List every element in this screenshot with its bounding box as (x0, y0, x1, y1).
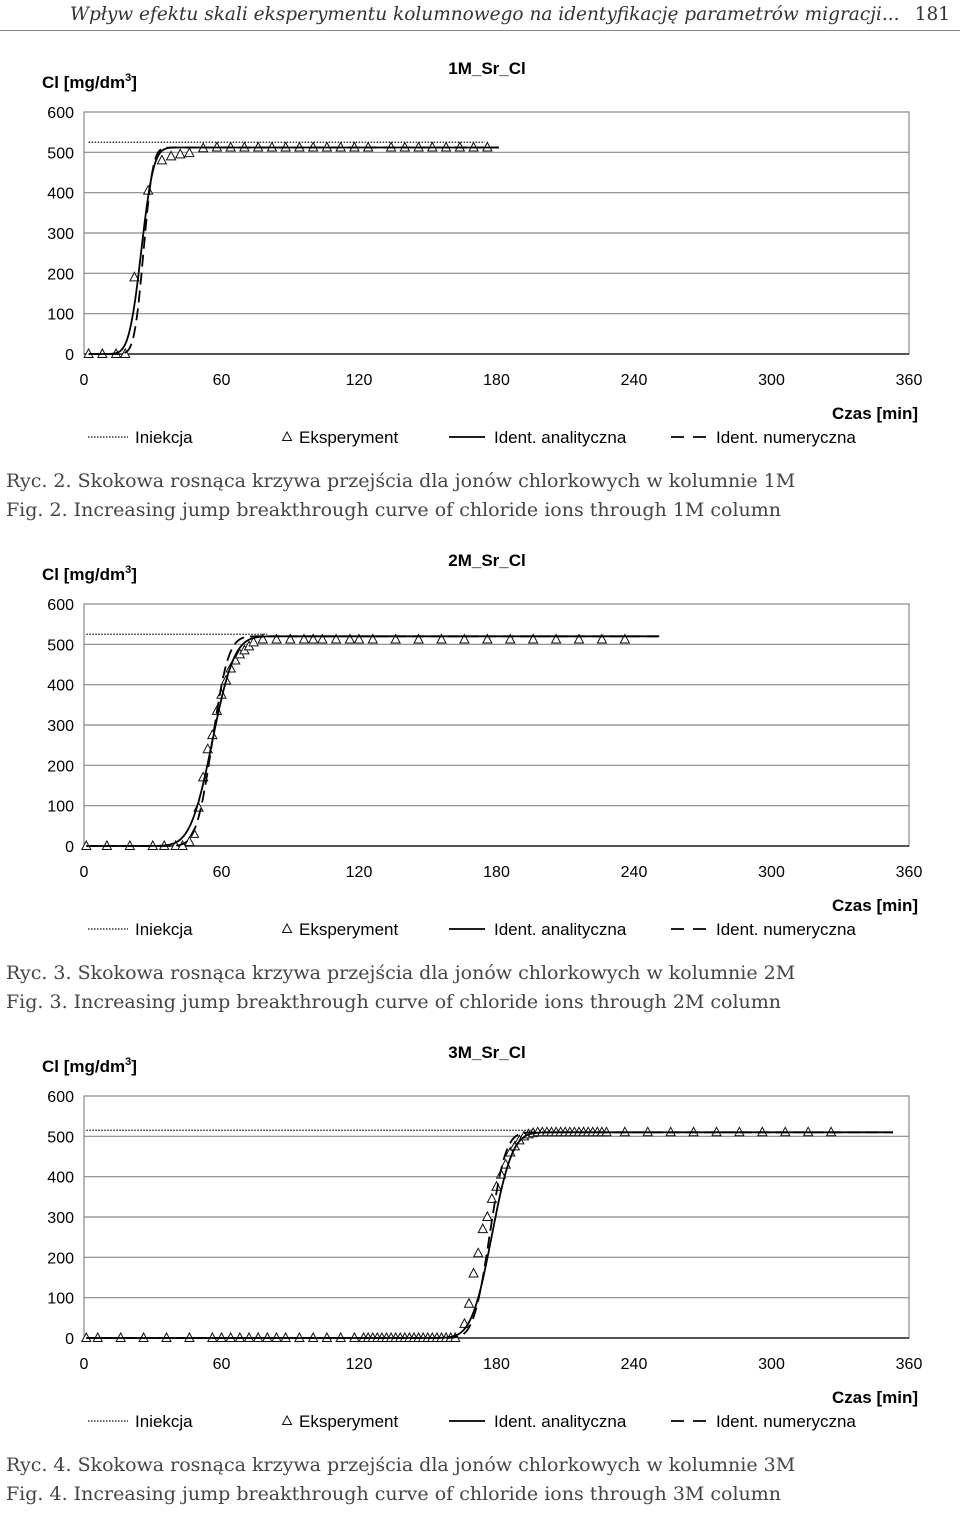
x-tick-label: 360 (895, 864, 923, 881)
chart-title: 2M_Sr_Cl (448, 551, 526, 570)
y-tick-label: 300 (47, 226, 74, 243)
data-point-eksperyment (474, 1248, 483, 1257)
legend-label: Ident. analityczna (494, 428, 627, 447)
figure-2-caption (6, 467, 795, 525)
x-tick-label: 180 (483, 372, 510, 389)
legend-item (671, 1412, 856, 1431)
x-tick-label: 0 (79, 864, 89, 881)
x-tick-label: 240 (620, 864, 648, 881)
legend-item (283, 1412, 399, 1431)
data-point-eksperyment (176, 149, 185, 158)
figure-3-caption (6, 959, 795, 1017)
legend-label: Eksperyment (299, 920, 399, 939)
x-tick-label: 240 (620, 372, 648, 389)
y-tick-label: 400 (47, 1169, 74, 1187)
chart-1m-sr-cl (0, 48, 960, 468)
figure-3-caption-pl: Ryc. 3. Skokowa rosnąca krzywa przejścia dla jonów chlorkowych w kolumnie 2M (6, 962, 796, 984)
y-tick-label: 200 (47, 758, 74, 776)
legend-swatch-eksperyment (283, 1416, 292, 1425)
x-tick-label: 120 (345, 1356, 373, 1373)
legend-item (671, 920, 856, 939)
y-tick-label: 500 (47, 145, 74, 163)
legend-swatch-eksperyment (283, 924, 292, 933)
x-tick-label: 60 (212, 1356, 231, 1373)
legend-label: Eksperyment (299, 1412, 399, 1431)
y-tick-label: 100 (47, 1290, 74, 1308)
legend-label: Ident. analityczna (494, 920, 627, 939)
chart-2m-sr-cl (0, 540, 960, 960)
x-axis-label: Czas [min] (832, 1388, 918, 1407)
chart-title: 1M_Sr_Cl (448, 59, 526, 78)
x-tick-label: 240 (620, 1356, 648, 1373)
legend-item (283, 920, 399, 939)
y-tick-label: 500 (47, 637, 74, 655)
figure-3-caption-en: Fig. 3. Increasing jump breakthrough curve of chloride ions through 2M column (6, 991, 782, 1013)
data-point-eksperyment (157, 155, 166, 164)
figure-3 (0, 540, 960, 960)
legend-label: Ident. numeryczna (716, 1412, 856, 1431)
figure-4 (0, 1032, 960, 1452)
chart-title: 3M_Sr_Cl (448, 1043, 526, 1062)
y-tick-label: 0 (65, 347, 74, 364)
legend-label: Ident. numeryczna (716, 428, 856, 447)
legend-swatch-eksperyment (283, 432, 292, 441)
figure-4-caption-en: Fig. 4. Increasing jump breakthrough curve of chloride ions through 3M column (6, 1483, 782, 1505)
y-tick-label: 0 (65, 839, 74, 856)
legend-item (449, 920, 627, 939)
legend-label: Ident. numeryczna (716, 920, 856, 939)
running-head-title: Wpływ efektu skali eksperymentu kolumnowego na identyfikację parametrów migracji... (70, 4, 900, 25)
y-axis-label: Cl $[mg/dm^3]$ (42, 1056, 137, 1076)
figure-2-caption-en: Fig. 2. Increasing jump breakthrough curve of chloride ions through 1M column (6, 499, 782, 521)
data-point-eksperyment (487, 1194, 496, 1203)
x-axis-label: Czas [min] (832, 896, 918, 915)
data-point-eksperyment (469, 1268, 478, 1277)
series-ident-analityczna (86, 1132, 893, 1338)
figure-2 (0, 48, 960, 468)
y-axis-label: Cl $[mg/dm^3]$ (42, 72, 137, 92)
y-tick-label: 400 (47, 677, 74, 695)
x-tick-label: 300 (758, 1356, 785, 1373)
y-tick-label: 600 (47, 105, 74, 122)
legend-item (449, 428, 627, 447)
legend-label: Iniekcja (135, 1412, 193, 1431)
legend-item (88, 1412, 193, 1431)
x-tick-label: 0 (79, 1356, 89, 1373)
x-tick-label: 360 (895, 372, 923, 389)
x-tick-label: 60 (212, 372, 231, 389)
x-tick-label: 300 (758, 864, 785, 881)
running-head (0, 2, 960, 31)
data-point-eksperyment (465, 1299, 474, 1308)
legend-label: Eksperyment (299, 428, 399, 447)
x-tick-label: 60 (212, 864, 231, 881)
y-tick-label: 600 (47, 597, 74, 614)
series-ident-numeryczna (89, 148, 499, 355)
x-tick-label: 180 (483, 864, 510, 881)
x-tick-label: 360 (895, 1356, 923, 1373)
legend-item (88, 920, 193, 939)
legend-label: Ident. analityczna (494, 1412, 627, 1431)
figure-2-caption-pl: Ryc. 2. Skokowa rosnąca krzywa przejścia dla jonów chlorkowych w kolumnie 1M (6, 470, 796, 492)
legend-item (671, 428, 856, 447)
y-axis-label: Cl $[mg/dm^3]$ (42, 564, 137, 584)
y-tick-label: 500 (47, 1129, 74, 1147)
y-tick-label: 100 (47, 306, 74, 324)
figure-4-caption (6, 1451, 795, 1509)
legend-item (283, 428, 399, 447)
data-point-eksperyment (478, 1224, 487, 1233)
x-tick-label: 300 (758, 372, 785, 389)
legend-item (88, 428, 193, 447)
x-tick-label: 0 (79, 372, 89, 389)
chart-3m-sr-cl (0, 1032, 960, 1452)
x-tick-label: 120 (345, 864, 373, 881)
y-tick-label: 200 (47, 266, 74, 284)
y-tick-label: 100 (47, 798, 74, 816)
x-tick-label: 180 (483, 1356, 510, 1373)
legend-label: Iniekcja (135, 428, 193, 447)
y-tick-label: 200 (47, 1250, 74, 1268)
series-ident-numeryczna (86, 1132, 893, 1338)
legend-item (449, 1412, 627, 1431)
y-tick-label: 400 (47, 185, 74, 203)
x-axis-label: Czas [min] (832, 404, 918, 423)
y-tick-label: 300 (47, 1210, 74, 1227)
y-tick-label: 300 (47, 718, 74, 735)
series-ident-numeryczna (86, 636, 659, 846)
page-number: 181 (914, 4, 950, 25)
series-ident-analityczna (86, 636, 659, 846)
y-tick-label: 600 (47, 1089, 74, 1106)
y-tick-label: 0 (65, 1331, 74, 1348)
figure-4-caption-pl: Ryc. 4. Skokowa rosnąca krzywa przejścia dla jonów chlorkowych w kolumnie 3M (6, 1454, 796, 1476)
series-ident-analityczna (89, 148, 499, 355)
data-point-eksperyment (483, 1212, 492, 1221)
legend-label: Iniekcja (135, 920, 193, 939)
x-tick-label: 120 (345, 372, 373, 389)
